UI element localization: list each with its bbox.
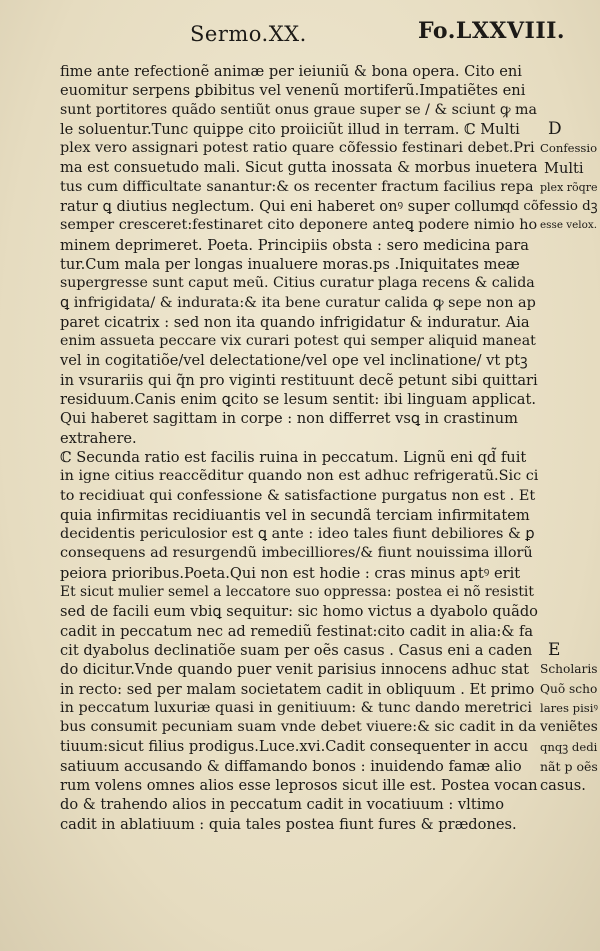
margin-note: qd cõfessio dꝫ bbox=[502, 199, 598, 215]
text-line: Qui haberet sagittam in corpe : non differret vsꝗ in crastinum bbox=[60, 410, 518, 428]
margin-note: esse velox. bbox=[540, 219, 598, 232]
margin-note: Scholaris bbox=[540, 662, 598, 677]
margin-note: nãt p oẽs bbox=[540, 758, 598, 774]
text-line: Et sicut mulier semel a leccatore suo oppressa: postea ei nõ resistit bbox=[60, 584, 534, 601]
running-header-sermon: Sermo.XX. bbox=[190, 22, 307, 46]
text-line: tur.Cum mala per longas inualuere moras.ps .Iniquitates meæ bbox=[60, 255, 520, 273]
text-line: in recto: sed per malam societatem cadit in obliquum . Et primo bbox=[60, 680, 535, 698]
text-line: enim assueta peccare vix curari potest qui semper aliquid maneat bbox=[60, 333, 536, 350]
text-line: residuum.Canis enim ꝗcito se lesum sentit: ibi linguam applicat. bbox=[60, 391, 536, 409]
text-line: quia infirmitas recidiuantis vel in secundã terciam infirmitatem bbox=[60, 506, 530, 524]
text-line: ꝗ infrigidata/ & indurata:& ita bene curatur calida ꝙ sepe non ap bbox=[60, 294, 536, 311]
text-line: le soluentur.Tunc quippe cito proiiciũt illud in terram. ℂ Multi bbox=[60, 120, 520, 138]
text-line: sed de facili eum vbiꝗ sequitur: sic homo victus a dyabolo quãdo bbox=[60, 603, 538, 621]
text-line: cadit in ablatiuum : quia tales postea fiunt fures & prædones. bbox=[60, 815, 517, 833]
text-line: tiuum:sicut filius prodigus.Luce.xvi.Cadit consequenter in accu bbox=[60, 738, 529, 756]
margin-note: plex rõqre bbox=[540, 180, 598, 194]
text-line: bus consumit pecuniam suam vnde debet viuere:& sic cadit in da bbox=[60, 719, 537, 736]
text-line: ratur ꝗ diutius neglectum. Qui eni haberet onꝰ super collum bbox=[60, 198, 504, 216]
text-line: tus cum difficultate sanantur:& os recenter fractum facilius repa bbox=[60, 178, 534, 195]
text-line: consequens ad resurgendũ imbecilliores/& fiunt nouissima illorũ bbox=[60, 545, 533, 562]
text-line: to recidiuat qui confessione & satisfactione purgatus non est . Et bbox=[60, 487, 536, 504]
text-line: ma est consuetudo mali. Sicut gutta inossata & morbus inuetera bbox=[60, 159, 538, 177]
text-line: do dicitur.Vnde quando puer venit parisius innocens adhuc stat bbox=[60, 661, 530, 679]
text-line: minem deprimeret. Poeta. Principiis obsta : sero medicina para bbox=[60, 236, 529, 254]
text-line: euomitur serpens ꝑbibitus vel venenũ mortiferũ.Impatiẽtes eni bbox=[60, 82, 526, 100]
margin-note: veniẽtes bbox=[540, 719, 598, 736]
text-line: cadit in peccatum nec ad remediũ festinat:cito cadit in alia:& fa bbox=[60, 622, 534, 640]
margin-note: Quõ scho bbox=[540, 681, 598, 696]
margin-note: E bbox=[548, 640, 561, 660]
text-line: sunt portitores quãdo sentiũt onus graue super se / & sciunt ꝙ ma bbox=[60, 101, 537, 118]
margin-note: casus. bbox=[540, 777, 586, 795]
text-line: extrahere. bbox=[60, 429, 137, 447]
text-line: ℂ Secunda ratio est facilis ruina in peccatum. Lignũ eni qd̃ fuit bbox=[60, 448, 527, 466]
text-line: fime ante refectionẽ animæ per ieiuniũ & bona opera. Cito eni bbox=[60, 63, 522, 80]
text-line: do & trahendo alios in peccatum cadit in vocatiuum : vltimo bbox=[60, 796, 504, 814]
margin-note: Multi bbox=[544, 159, 584, 177]
folio-number: Fo.LXXVIII. bbox=[418, 18, 566, 44]
text-line: vel in cogitatiõe/vel delectatione/vel ope vel inclinatione/ vt ptꝫ bbox=[60, 352, 528, 370]
text-line: in peccatum luxuriæ quasi in genitiuum: & tunc dando meretrici bbox=[60, 699, 532, 716]
margin-note: lares pisiꝰ bbox=[540, 700, 598, 715]
text-line: decidentis periculosior est ꝗ ante : ideo tales fiunt debiliores & ꝑ bbox=[60, 526, 535, 543]
text-line: rum volens omnes alios esse leprosos sicut ille est. Postea vocan bbox=[60, 776, 538, 794]
margin-note: D bbox=[548, 118, 562, 139]
margin-note: Confessio bbox=[540, 141, 598, 156]
text-line: supergresse sunt caput meũ. Citius curatur plaga recens & calida bbox=[60, 275, 535, 292]
text-line: satiuum accusando & diffamando bonos : inuidendo famæ alio bbox=[60, 757, 522, 775]
main-text-block bbox=[60, 62, 539, 834]
text-line: peiora prioribus.Poeta.Qui non est hodie : cras minus aptꝰ erit bbox=[60, 564, 521, 582]
text-line: in vsurariis qui q̃n pro viginti restituunt decẽ petunt sibi quittari bbox=[60, 371, 538, 389]
margin-note: qnqꝫ dedi bbox=[540, 739, 598, 754]
text-line: paret cicatrix : sed non ita quando infrigidatur & induratur. Aia bbox=[60, 313, 530, 331]
text-line: cit dyabolus declinatiõe suam per oẽs casus . Casus eni a caden bbox=[60, 641, 533, 659]
text-line: semper cresceret:festinaret cito deponere anteꝗ podere nimio ho bbox=[60, 217, 538, 234]
text-line: in igne citius reaccẽditur quando non est adhuc refrigeratũ.Sic ci bbox=[60, 468, 539, 485]
text-line: plex vero assignari potest ratio quare cõfessio festinari debet.Pri bbox=[60, 140, 535, 157]
